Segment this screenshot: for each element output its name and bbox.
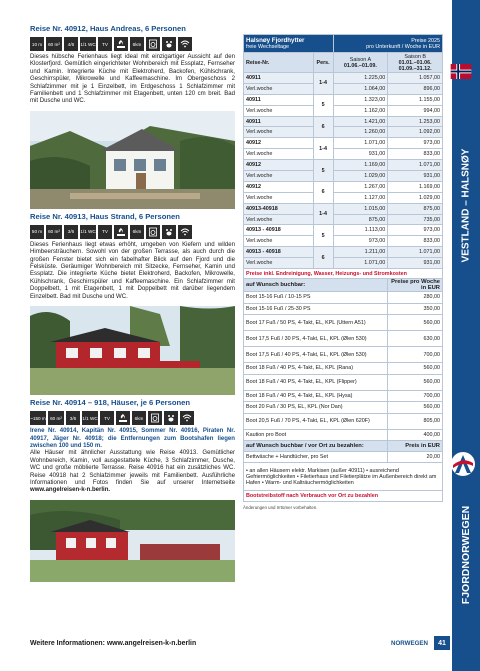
boat-row bbox=[244, 413, 443, 429]
price-row-extension-week bbox=[244, 192, 443, 203]
price-season-b: 1.057,00 bbox=[388, 73, 443, 84]
on-site-header bbox=[244, 441, 443, 452]
price-season-b: 1.169,00 bbox=[388, 181, 443, 192]
boat-row bbox=[244, 292, 443, 304]
price-year: Preise 2025 bbox=[411, 37, 440, 44]
price-season-a: 1.225,00 bbox=[333, 73, 388, 84]
boat-row-label: Boot 17,5 Fuß / 30 PS, 4-Takt, EL, KPL (Ølen 530) bbox=[244, 331, 388, 347]
extension-price-season-b: 735,00 bbox=[388, 214, 443, 225]
houses-40914-text: Alle Häuser mit ähnlicher Ausstattung wie Reise 40913. Gemütlicher Wohnbereich, Kamin, voll ausgestattete Küche, 3 Schlafzimmer, Dusche, WC und große möblierte Terrasse. Reise 40916 hat ein zusätzliches WC. Reise 40918 hat 2 Schlafzimmer jeweils mit Familienbett. Ausführliche Informationen und Fotos finden Sie auf unserer Internetseite bbox=[30, 450, 235, 486]
house-andreas-photo bbox=[30, 111, 235, 209]
extension-price-season-b: 833,00 bbox=[388, 149, 443, 160]
on-site-row bbox=[244, 452, 443, 463]
region-text: VESTLAND – HALSNØY bbox=[460, 148, 472, 262]
extension-price-season-a: 1.260,00 bbox=[333, 127, 388, 138]
boat-row bbox=[244, 331, 443, 347]
boat-row-price: 700,00 bbox=[388, 390, 443, 402]
tv-icon: TV bbox=[98, 225, 112, 239]
extension-week-label: Verl.woche bbox=[244, 192, 314, 203]
unit-number: 40912 bbox=[244, 181, 314, 192]
extension-price-season-a: 1.127,00 bbox=[333, 192, 388, 203]
extension-price-season-a: 875,00 bbox=[333, 214, 388, 225]
table-header-row bbox=[244, 35, 443, 53]
brand-logo-icon bbox=[450, 451, 476, 477]
season-b-label: Saison B bbox=[404, 53, 426, 60]
norway-flag-icon bbox=[450, 64, 472, 79]
price-season-b: 1.155,00 bbox=[388, 94, 443, 105]
price-season-a: 1.015,00 bbox=[333, 203, 388, 214]
price-season-a: 1.211,00 bbox=[333, 247, 388, 258]
washing-icon bbox=[146, 37, 160, 51]
boat-row-price: 350,00 bbox=[388, 303, 443, 315]
price-season-a: 1.071,00 bbox=[333, 138, 388, 149]
extension-price-season-b: 994,00 bbox=[388, 105, 443, 116]
brand-label bbox=[452, 480, 480, 630]
brand-text: FJORDNORWEGEN bbox=[460, 505, 472, 605]
house-strand-description: Dieses Ferienhaus liegt etwas erhöht, umgeben von Kiefern und wilden Himbeersträuchern. Sowohl von der großen Terrasse, als auch durch die großen Fenster bietet sich ein fabelhafter Blick auf den Fjord und die Felsküste. Geräumiger Wohnbereich mit Sitzecke, Fernseher, Kamin und Essplatz. Die integrierte Küche bietet Elektroherd, Backofen, Mikrowelle, Kühlschrank, Geschirrspüler und Kaffeemaschine. Ein Schlafzimmer mit Doppelbett, 1 mit Etagenbett, 1 mit Doppelbett mit darüber liegendem Einzelbett. Bad mit Dusche und WC. bbox=[30, 241, 235, 300]
boat-row bbox=[244, 429, 443, 441]
price-season-b: 875,00 bbox=[388, 203, 443, 214]
boat-row bbox=[244, 402, 443, 414]
col-season-a bbox=[333, 53, 388, 73]
tv-icon: TV bbox=[98, 37, 112, 51]
table-title: Halsnøy Fjordhytter bbox=[246, 37, 305, 44]
bookable-header-price: Preise pro Woche in EUR bbox=[388, 279, 443, 292]
price-season-a: 1.113,00 bbox=[333, 225, 388, 236]
inclusive-note-text: Preise inkl. Endreinigung, Wasser, Heizungs- und Stromkosten bbox=[244, 269, 443, 279]
persons: 6 bbox=[313, 181, 333, 203]
extension-week-label: Verl.woche bbox=[244, 105, 314, 116]
extension-week-label: Verl.woche bbox=[244, 258, 314, 269]
bookable-header-label: auf Wunsch buchbar: bbox=[244, 279, 388, 292]
price-row bbox=[244, 116, 443, 127]
price-row-extension-week bbox=[244, 236, 443, 247]
price-season-b: 1.071,00 bbox=[388, 160, 443, 171]
boat-row-label: Boot 18 Fuß / 40 PS, 4-Takt, EL, KPL (Rana) bbox=[244, 363, 388, 375]
distance-to-water-icon: ~150 m bbox=[30, 411, 46, 425]
extension-week-label: Verl.woche bbox=[244, 214, 314, 225]
boat-row-price: 560,00 bbox=[388, 363, 443, 375]
persons-icon: 4/6 bbox=[64, 37, 78, 51]
price-row-extension-week bbox=[244, 83, 443, 94]
bath-wc-icon: 1/1 WC bbox=[82, 411, 98, 425]
house-strand-photo bbox=[30, 306, 235, 395]
on-site-row-price: 20,00 bbox=[388, 452, 443, 463]
houses-40914-description bbox=[30, 450, 235, 494]
table-subtitle: freie Wechseltage bbox=[246, 44, 290, 50]
house-andreas-description: Dieses hübsche Ferienhaus liegt ideal mit einzigartiger Aussicht auf den Klosterfjord. Gemütlich eingerichteter Wohnbereich mit Essplatz, Fernseher und Kamin. Integrierte Küche mit Elektroherd, Backofen, Kühlschrank, Geschirrspüler, Mikrowelle und Kaffeemaschine. Im Obergeschoss 2 Schlafzimmer mit je 1 Einzelbett, im Erdgeschoss 1 Schlafzimmer mit Familienbett und 1 Schlafzimmer mit Etagenbett, unten 120 cm breit. Bad mit Dusche und WC. bbox=[30, 54, 235, 105]
boat-row-price: 805,00 bbox=[388, 413, 443, 429]
price-row bbox=[244, 181, 443, 192]
house-andreas-title: Reise Nr. 40912, Haus Andreas, 6 Personen bbox=[30, 24, 186, 33]
price-row bbox=[244, 247, 443, 258]
website-link[interactable]: www.angelreisen-k-n.berlin. bbox=[30, 487, 111, 494]
house-strand-section bbox=[30, 212, 235, 301]
price-row-extension-week bbox=[244, 171, 443, 182]
price-row bbox=[244, 160, 443, 171]
price-row-extension-week bbox=[244, 149, 443, 160]
extension-week-label: Verl.woche bbox=[244, 83, 314, 94]
fuel-note-text: Bootstreibstoff nach Verbrauch vor Ort zu bezahlen bbox=[244, 491, 443, 502]
page-number: 41 bbox=[434, 636, 450, 650]
boat-row-label: Boot 20,5 Fuß / 70 PS, 4-Takt, EL, KPL (Ølen 620F) bbox=[244, 413, 388, 429]
unit-number: 40912 bbox=[244, 138, 314, 149]
wifi-icon bbox=[180, 411, 194, 425]
amenity-icons-andreas bbox=[30, 37, 235, 51]
bookable-header bbox=[244, 279, 443, 292]
price-season-a: 1.267,00 bbox=[333, 181, 388, 192]
area-icon: 60 m² bbox=[46, 225, 62, 239]
persons: 1-4 bbox=[313, 73, 333, 95]
extension-price-season-b: 1.092,00 bbox=[388, 127, 443, 138]
footer-more-info: Weitere Informationen: www.angelreisen-k-n.berlin bbox=[30, 639, 197, 647]
boat-row-price: 400,00 bbox=[388, 429, 443, 441]
unit-number: 40913 - 40918 bbox=[244, 247, 314, 258]
extension-price-season-b: 896,00 bbox=[388, 83, 443, 94]
price-row-extension-week bbox=[244, 105, 443, 116]
on-site-header-label: auf Wunsch buchbar / vor Ort zu bezahlen: bbox=[244, 441, 388, 452]
extension-price-season-b: 833,00 bbox=[388, 236, 443, 247]
boat-row bbox=[244, 374, 443, 390]
boat-row bbox=[244, 315, 443, 331]
extension-week-label: Verl.woche bbox=[244, 127, 314, 138]
extension-price-season-a: 931,00 bbox=[333, 149, 388, 160]
unit-number: 40911 bbox=[244, 73, 314, 84]
page-footer bbox=[30, 636, 450, 650]
boat-row bbox=[244, 390, 443, 402]
price-row-extension-week bbox=[244, 258, 443, 269]
price-row bbox=[244, 225, 443, 236]
houses-40914-photo bbox=[30, 500, 235, 582]
area-icon: 60 m² bbox=[46, 37, 62, 51]
on-site-row-label: Bettwäsche + Handtücher, pro Set bbox=[244, 452, 388, 463]
washing-icon bbox=[146, 225, 160, 239]
persons: 5 bbox=[313, 225, 333, 247]
region-label bbox=[452, 95, 480, 315]
price-row bbox=[244, 203, 443, 214]
boat-row-label: Boot 17,5 Fuß / 40 PS, 4-Takt, EL, KPL (Ølen 530) bbox=[244, 347, 388, 363]
persons: 1-4 bbox=[313, 138, 333, 160]
washing-icon bbox=[148, 411, 162, 425]
boat-row-label: Boot 18 Fuß / 40 PS, 4-Takt, EL, KPL (Hysa) bbox=[244, 390, 388, 402]
price-season-b: 973,00 bbox=[388, 138, 443, 149]
extension-week-label: Verl.woche bbox=[244, 236, 314, 247]
price-row bbox=[244, 94, 443, 105]
boat-row-price: 700,00 bbox=[388, 347, 443, 363]
price-season-b: 1.071,00 bbox=[388, 247, 443, 258]
amenity-icons-houses bbox=[30, 411, 235, 425]
persons-icon: 3/6 bbox=[64, 225, 78, 239]
price-row bbox=[244, 138, 443, 149]
wifi-icon bbox=[178, 37, 192, 51]
wifi-icon bbox=[178, 225, 192, 239]
houses-40914-section bbox=[30, 398, 235, 495]
footer-right bbox=[391, 636, 450, 650]
fireplace-icon bbox=[114, 225, 128, 239]
on-site-header-price: Preis in EUR bbox=[388, 441, 443, 452]
unit-number: 40912 bbox=[244, 160, 314, 171]
boat-row-label: Boot 15-16 Fuß / 25-30 PS bbox=[244, 303, 388, 315]
persons: 6 bbox=[313, 116, 333, 138]
tv-icon: TV bbox=[100, 411, 114, 425]
extension-price-season-a: 1.162,00 bbox=[333, 105, 388, 116]
persons: 1-4 bbox=[313, 203, 333, 225]
season-a-label: Saison A bbox=[349, 56, 372, 63]
price-row-extension-week bbox=[244, 127, 443, 138]
features-list bbox=[244, 463, 443, 491]
price-season-a: 1.421,00 bbox=[333, 116, 388, 127]
price-unit: pro Unterkunft / Woche in EUR bbox=[366, 43, 440, 50]
price-season-b: 1.253,00 bbox=[388, 116, 443, 127]
pet-icon bbox=[164, 411, 178, 425]
persons: 5 bbox=[313, 160, 333, 182]
inclusive-note bbox=[244, 269, 443, 279]
distance-icon: 6km bbox=[130, 225, 144, 239]
price-row-extension-week bbox=[244, 214, 443, 225]
boat-row-label: Boot 18 Fuß / 40 PS, 4-Takt, EL, KPL (Flipper) bbox=[244, 374, 388, 390]
boat-row bbox=[244, 363, 443, 375]
extension-price-season-a: 1.071,00 bbox=[333, 258, 388, 269]
boat-row-label: Boot 17 Fuß / 50 PS, 4-Takt, EL, KPL (Uttern A51) bbox=[244, 315, 388, 331]
price-table-panel bbox=[243, 34, 443, 510]
price-season-a: 1.169,00 bbox=[333, 160, 388, 171]
boat-row-price: 280,00 bbox=[388, 292, 443, 304]
extension-price-season-a: 973,00 bbox=[333, 236, 388, 247]
boat-row-label: Boot 15-16 Fuß / 10-15 PS bbox=[244, 292, 388, 304]
houses-40914-highlight: Irene Nr. 40914, Kapitän Nr. 40915, Sommer Nr. 40916, Piraten Nr. 40917, Jäger Nr. 40918; die Entfernungen zum Bootshafen liegen zwischen 100 und 150 m. bbox=[30, 428, 235, 449]
extension-price-season-b: 931,00 bbox=[388, 258, 443, 269]
extension-week-label: Verl.woche bbox=[244, 149, 314, 160]
houses-40914-title: Reise Nr. 40914 – 918, Häuser, je 6 Personen bbox=[30, 398, 190, 408]
price-season-b: 973,00 bbox=[388, 225, 443, 236]
extension-price-season-a: 1.064,00 bbox=[333, 83, 388, 94]
distance-to-water-icon: 10 m bbox=[30, 37, 44, 51]
extension-price-season-b: 931,00 bbox=[388, 171, 443, 182]
extension-price-season-b: 1.029,00 bbox=[388, 192, 443, 203]
unit-number: 40911 bbox=[244, 94, 314, 105]
features-list-text: • an allen Häusern elektr. Markisen (außer 40911) • ausreichend Gefriermöglichkeiten • Filetierhaus und Filetierplätze im Außenbereich direkt am Hafen • Warm- und Kalträuchermöglichkeiten bbox=[244, 463, 443, 491]
bath-wc-icon: 1/1 WC bbox=[80, 37, 96, 51]
season-a-dates: 01.06.–01.09. bbox=[343, 62, 377, 69]
side-bar bbox=[452, 0, 480, 671]
left-column bbox=[30, 24, 235, 582]
boat-row-price: 630,00 bbox=[388, 331, 443, 347]
persons-icon: 3/6 bbox=[66, 411, 80, 425]
unit-number: 40913 - 40918 bbox=[244, 225, 314, 236]
extension-price-season-a: 1.029,00 bbox=[333, 171, 388, 182]
distance-icon: 6km bbox=[130, 37, 144, 51]
unit-number: 40913-40918 bbox=[244, 203, 314, 214]
price-table bbox=[243, 34, 443, 502]
bath-wc-icon: 1/1 WC bbox=[80, 225, 96, 239]
boat-row-price: 560,00 bbox=[388, 402, 443, 414]
area-icon: 60 m² bbox=[48, 411, 64, 425]
persons: 6 bbox=[313, 247, 333, 269]
house-andreas-section bbox=[30, 24, 235, 106]
unit-number: 40911 bbox=[244, 116, 314, 127]
boat-row-price: 560,00 bbox=[388, 374, 443, 390]
boat-row bbox=[244, 303, 443, 315]
distance-to-water-icon: 50 m bbox=[30, 225, 44, 239]
footer-country: NORWEGEN bbox=[390, 639, 428, 647]
boat-row-label: Kaution pro Boot bbox=[244, 429, 388, 441]
pet-icon bbox=[162, 37, 176, 51]
boat-row-price: 560,00 bbox=[388, 315, 443, 331]
extension-week-label: Verl.woche bbox=[244, 171, 314, 182]
price-season-a: 1.323,00 bbox=[333, 94, 388, 105]
table-column-header bbox=[244, 53, 443, 73]
season-b-dates: 01.01.–01.06. 01.09.–31.12. bbox=[398, 59, 432, 72]
price-row bbox=[244, 73, 443, 84]
col-pers: Pers. bbox=[313, 53, 333, 73]
amenity-icons-strand bbox=[30, 225, 235, 239]
fuel-note bbox=[244, 491, 443, 502]
fireplace-icon bbox=[114, 37, 128, 51]
distance-icon: 6km bbox=[132, 411, 146, 425]
table-footnote: Änderungen und Irrtümer vorbehalten. bbox=[243, 505, 318, 511]
col-reise: Reise-Nr. bbox=[244, 53, 314, 73]
col-season-b bbox=[388, 53, 443, 73]
boat-row bbox=[244, 347, 443, 363]
pet-icon bbox=[162, 225, 176, 239]
house-strand-title: Reise Nr. 40913, Haus Strand, 6 Personen bbox=[30, 211, 180, 221]
persons: 5 bbox=[313, 94, 333, 116]
boat-row-label: Boot 20 Fuß / 30 PS, EL, KPL (Nor Dan) bbox=[244, 402, 388, 414]
fireplace-icon bbox=[116, 411, 130, 425]
